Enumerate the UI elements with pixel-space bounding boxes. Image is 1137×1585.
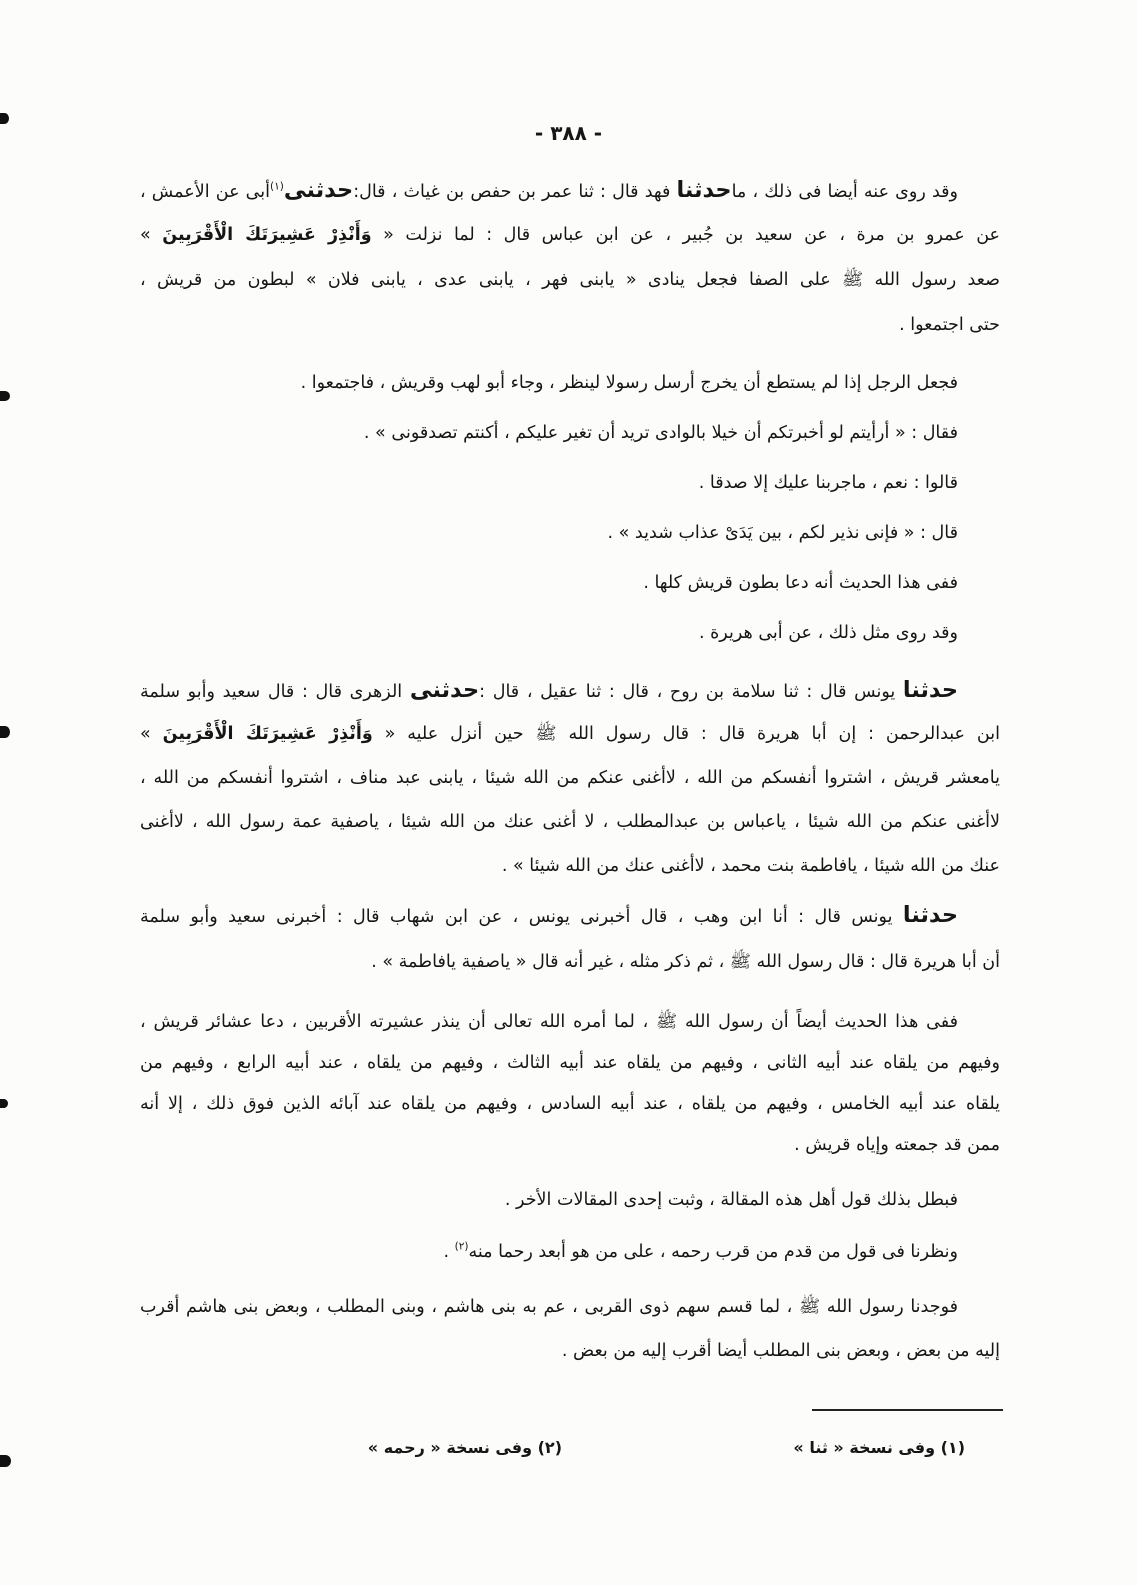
text-segment: وفيهم من يلقاه عند أبيه الثانى ، وفيهم من يلقاه عند أبيه الثالث ، وفيهم من يلقاه ، عند أبيه الرابع ، وفيهم من	[140, 1053, 1000, 1073]
text-line	[140, 939, 1000, 986]
line-text	[443, 1242, 958, 1262]
quran-verse: وَأَنْذِرْ عَشِيرَتَكَ الْأَقْرَبِينَ	[162, 724, 373, 744]
scan-mark	[0, 726, 10, 738]
text-segment: عنك من الله شيئا ، يافاطمة بنت محمد ، لاأغنى عنك من الله شيئا » .	[501, 856, 1000, 876]
text-segment: وقد روى عنه أيضا فى ذلك ، ما	[731, 182, 958, 202]
line-text	[608, 523, 958, 543]
page-number: - ٣٨٨ -	[534, 121, 603, 145]
line-text	[140, 724, 1000, 744]
text-segment: الزهرى قال : قال سعيد وأبو سلمة	[140, 682, 410, 702]
text-line	[140, 1043, 1000, 1084]
text-segment: فوجدنا رسول الله ﷺ ، لما قسم سهم ذوى القربى ، عم به بنى هاشم ، وبنى المطلب ، وبعض بنى هاشم أقرب	[140, 1297, 958, 1317]
hadathani-word: حدثنى	[283, 177, 354, 203]
text-segment: يونس قال : أنا ابن وهب ، قال أخبرنى يونس ، عن ابن شهاب قال : أخبرنى سعيد وأبو سلمة	[140, 907, 903, 927]
line-text	[505, 1190, 958, 1210]
line-text	[140, 1094, 1000, 1114]
text-segment: عن عمرو بن مرة ، عن سعيد بن جُبير ، عن ابن عباس قال : لما نزلت «	[371, 225, 1000, 245]
scan-mark	[0, 1099, 8, 1108]
text-line	[140, 668, 1000, 712]
paragraph-2	[140, 358, 1000, 658]
text-line	[140, 1285, 1000, 1329]
paragraph-1	[140, 168, 1000, 348]
text-segment: يلقاه عند أبيه الخامس ، وفيهم من يلقاه ، عند أبيه السادس ، وفيهم من يلقاه عند آبائه الذين فوق ذلك ، إلا أنه	[140, 1094, 1000, 1114]
line-text	[140, 1297, 958, 1317]
line-text	[140, 1053, 1000, 1073]
text-line	[140, 800, 1000, 844]
text-segment: فهد قال : ثنا عمر بن حفص بن غياث ، قال:	[353, 182, 677, 202]
line-text	[140, 177, 958, 203]
paragraph-3	[140, 668, 1000, 888]
text-line	[140, 712, 1000, 756]
text-segment: يونس قال : ثنا سلامة بن روح ، قال : ثنا عقيل ، قال :	[479, 682, 903, 702]
text-segment: أن أبا هريرة قال : قال رسول الله ﷺ ، ثم ذكر مثله ، غير أنه قال « ياصفية يافاطمة » .	[371, 952, 1000, 972]
line-text	[301, 373, 958, 393]
line-text	[562, 1341, 1000, 1361]
text-line	[140, 1125, 1000, 1166]
footnote-1: (١) وفى نسخة « ثنا »	[793, 1438, 965, 1457]
text-line	[140, 1226, 1000, 1278]
text-segment: ففى هذا الحديث أيضاً أن رسول الله ﷺ ، لما أمره الله تعالى أن ينذر عشيرته الأقربين ، دعا عشائر قريش ،	[140, 1012, 958, 1032]
text-segment: فجعل الرجل إذا لم يستطع أن يخرج أرسل رسولا لينظر ، وجاء أبو لهب وقريش ، فاجتمعوا .	[300, 373, 958, 393]
line-text	[699, 473, 958, 493]
text-segment: وقد روى مثل ذلك ، عن أبى هريرة .	[699, 623, 958, 643]
text-segment: ففى هذا الحديث أنه دعا بطون قريش كلها .	[643, 573, 958, 593]
text-segment: صعد رسول الله ﷺ على الصفا فجعل ينادى « يابنى فهر ، يابنى عدى ، يابنى فلان » لبطون من قريش ،	[140, 270, 1000, 290]
paragraph-7	[140, 1285, 1000, 1373]
line-text	[140, 677, 958, 703]
text-line	[140, 508, 1000, 558]
paragraph-5	[140, 1002, 1000, 1166]
text-segment: »	[140, 724, 163, 744]
text-line	[140, 756, 1000, 800]
footnote-ref-2: (٢)	[454, 1240, 469, 1253]
line-text	[794, 1135, 1000, 1155]
footnote-ref-1: (١)	[270, 180, 284, 193]
hadathana-heading: حدثنا	[902, 902, 958, 928]
text-segment: ممن قد جمعته وإياه قريش .	[794, 1135, 1000, 1155]
text-segment: ونظرنا فى قول من قدم من قرب رحمه ، على من هو أبعد رحما منه	[468, 1242, 958, 1262]
text-line	[140, 358, 1000, 408]
quran-verse: وَأَنْذِرْ عَشِيرَتَكَ الْأَقْرَبِينَ	[162, 225, 372, 245]
text-line	[140, 892, 1000, 939]
text-line	[140, 408, 1000, 458]
hadathana-heading: حدثنا	[676, 177, 732, 203]
text-line	[140, 168, 1000, 213]
text-segment: .	[443, 1242, 455, 1262]
text-line	[140, 558, 1000, 608]
footnote-separator	[812, 1409, 1003, 1411]
footnote-2: (٢) وفى نسخة « رحمه »	[367, 1438, 562, 1457]
text-line	[140, 844, 1000, 888]
text-segment: »	[140, 225, 163, 245]
paragraph-6	[140, 1174, 1000, 1278]
line-text	[502, 856, 1000, 876]
line-text	[140, 902, 958, 928]
line-text	[140, 812, 1000, 832]
line-text	[364, 423, 958, 443]
text-line	[140, 458, 1000, 508]
text-segment: ابن عبدالرحمن : إن أبا هريرة قال : قال رسول الله ﷺ حين أنزل عليه «	[372, 724, 1000, 744]
line-text	[140, 768, 1000, 788]
text-segment: يامعشر قريش ، اشتروا أنفسكم من الله ، لاأغنى عنكم من الله شيئا ، يابنى عبد مناف ، اشتروا أنفسكم من الله ،	[140, 768, 1000, 788]
text-segment: حتى اجتمعوا .	[899, 315, 1000, 335]
text-segment: فقال : « أرأيتم لو أخبرتكم أن خيلا بالوادى تريد أن تغير عليكم ، أكنتم تصدقونى » .	[363, 423, 958, 443]
line-text	[140, 270, 1000, 290]
scan-mark	[0, 391, 10, 401]
text-segment: أبى عن الأعمش ،	[140, 182, 271, 202]
line-text	[140, 225, 1000, 245]
scan-mark	[0, 1455, 11, 1467]
text-line	[140, 1329, 1000, 1373]
hadathani-word: حدثنى	[409, 677, 480, 703]
text-line	[140, 1174, 1000, 1226]
line-text	[371, 952, 1000, 972]
text-line	[140, 1084, 1000, 1125]
text-line	[140, 1002, 1000, 1043]
text-line	[140, 608, 1000, 658]
line-text	[699, 623, 958, 643]
line-text	[899, 315, 1000, 335]
text-line	[140, 258, 1000, 303]
hadathana-heading: حدثنا	[902, 677, 958, 703]
text-line	[140, 303, 1000, 348]
text-segment: فبطل بذلك قول أهل هذه المقالة ، وثبت إحدى المقالات الأخر .	[504, 1190, 958, 1210]
paragraph-4	[140, 892, 1000, 986]
line-text	[643, 573, 958, 593]
text-segment: قال : « فإنى نذير لكم ، بين يَدَىْ عذاب شديد » .	[607, 523, 958, 543]
text-segment: إليه من بعض ، وبعض بنى المطلب أيضا أقرب إليه من بعض .	[561, 1341, 1000, 1361]
text-segment: لاأغنى عنكم من الله شيئا ، ياعباس بن عبدالمطلب ، لا أغنى عنك من الله شيئا ، ياصفية عمة رسول الله ، لاأغنى	[140, 812, 1000, 832]
text-line	[140, 213, 1000, 258]
line-text	[140, 1012, 958, 1032]
text-segment: قالوا : نعم ، ماجربنا عليك إلا صدقا .	[698, 473, 958, 493]
